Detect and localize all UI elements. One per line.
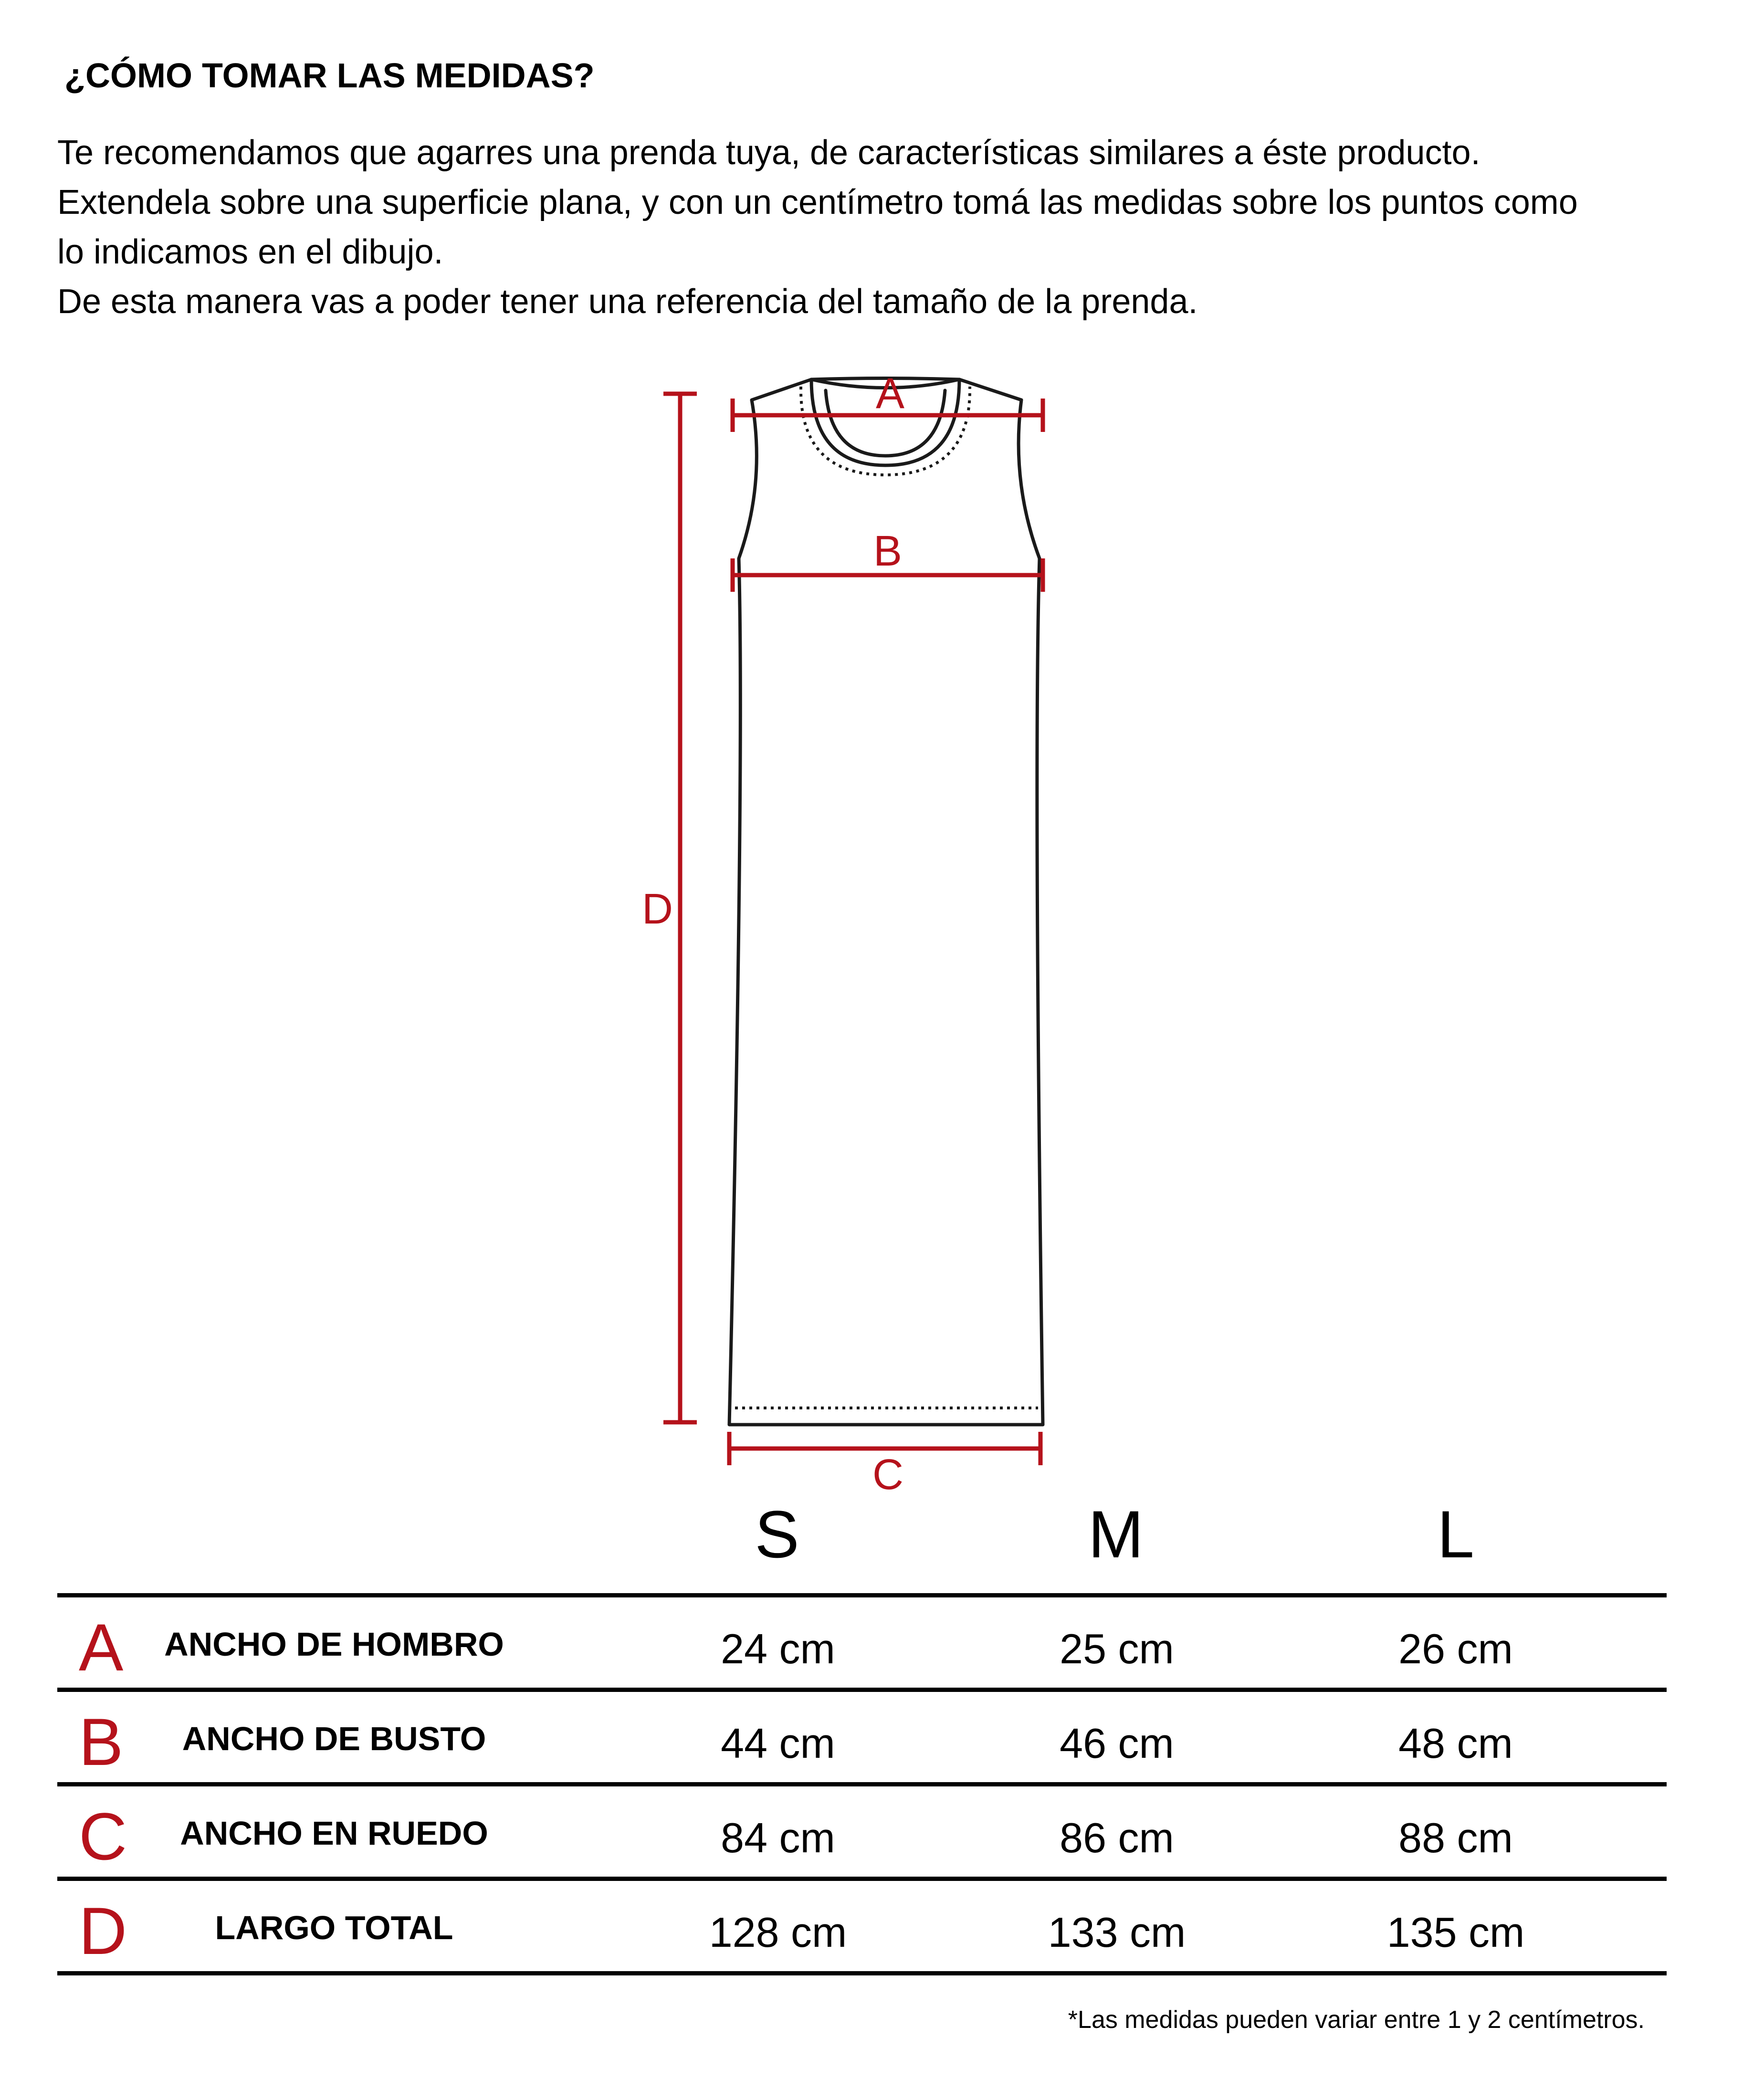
- table-cell: 86 cm: [1060, 1814, 1174, 1861]
- row-name: ANCHO EN RUEDO: [180, 1815, 488, 1852]
- table-rule: [57, 1877, 1667, 1881]
- row-name: ANCHO DE BUSTO: [182, 1720, 486, 1757]
- table-cell: 88 cm: [1398, 1814, 1513, 1861]
- table-rule: [57, 1593, 1667, 1597]
- table-cell: 135 cm: [1386, 1909, 1525, 1956]
- size-header-s: S: [755, 1497, 799, 1572]
- label-d: D: [642, 885, 673, 933]
- table-cell: 24 cm: [721, 1625, 835, 1672]
- row-letter: A: [79, 1610, 124, 1685]
- intro-line: Extendela sobre una superficie plana, y con un centímetro tomá las medidas sobre los puntos como: [57, 183, 1578, 221]
- table-cell: 46 cm: [1060, 1720, 1174, 1767]
- row-name: ANCHO DE HOMBRO: [164, 1626, 504, 1663]
- row-letter: C: [79, 1799, 127, 1874]
- table-cell: 48 cm: [1398, 1720, 1513, 1767]
- table-cell: 26 cm: [1398, 1625, 1513, 1672]
- row-name: LARGO TOTAL: [215, 1909, 453, 1946]
- measure-lines: [663, 394, 1043, 1465]
- label-b: B: [873, 527, 903, 575]
- label-a: A: [876, 370, 905, 418]
- table-rule: [57, 1688, 1667, 1692]
- table-cell: 133 cm: [1048, 1909, 1186, 1956]
- table-rule: [57, 1971, 1667, 1975]
- label-c: C: [872, 1451, 903, 1499]
- intro-line: lo indicamos en el dibujo.: [57, 233, 443, 271]
- row-letter: B: [79, 1704, 124, 1779]
- table-cell: 25 cm: [1060, 1625, 1174, 1672]
- page-title: ¿CÓMO TOMAR LAS MEDIDAS?: [64, 57, 595, 95]
- table-cell: 128 cm: [709, 1909, 847, 1956]
- table-rule: [57, 1782, 1667, 1786]
- row-letter: D: [79, 1893, 127, 1968]
- table-cell: 84 cm: [721, 1814, 835, 1861]
- intro-line: De esta manera vas a poder tener una referencia del tamaño de la prenda.: [57, 283, 1198, 321]
- footnote: *Las medidas pueden variar entre 1 y 2 centímetros.: [1068, 2006, 1645, 2034]
- size-header-l: L: [1437, 1497, 1474, 1572]
- size-header-m: M: [1088, 1497, 1144, 1572]
- table-cell: 44 cm: [721, 1720, 835, 1767]
- intro-line: Te recomendamos que agarres una prenda tuya, de características similares a éste producto.: [57, 134, 1480, 172]
